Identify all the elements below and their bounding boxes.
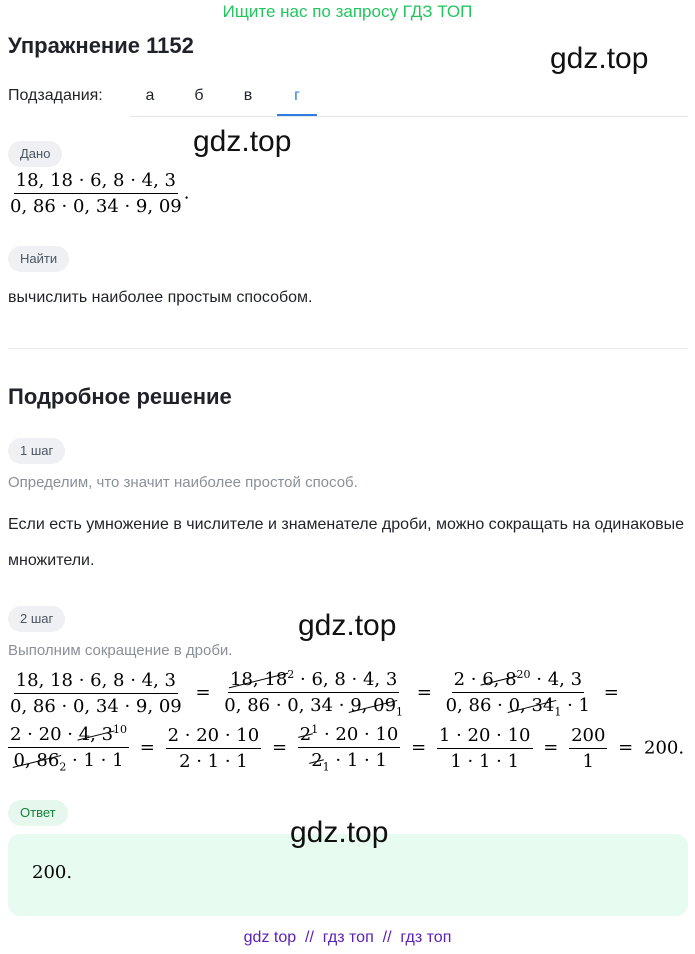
numerator-rest: · 20 · 10: [318, 724, 399, 745]
denominator: 1 · 1 · 1: [450, 750, 520, 772]
reduced-value: 1: [396, 705, 404, 719]
step2-hint: Выполним сокращение в дроби.: [8, 642, 233, 659]
cancelled-factor: 2: [299, 724, 312, 745]
footer-links[interactable]: gdz top // гдз топ // гдз топ: [243, 929, 452, 946]
fraction-5: [166, 725, 262, 772]
watermark: gdz.top: [550, 42, 649, 75]
subtask-tabs: [130, 78, 688, 117]
denominator: 2 · 1 · 1: [179, 750, 248, 772]
search-banner: Ищите нас по запросу ГДЗ ТОП: [222, 2, 473, 21]
denominator-rest: · 1 · 1: [66, 750, 124, 771]
equals: =: [195, 682, 211, 704]
cancelled-factor: 6, 8: [482, 669, 517, 690]
step1-badge: 1 шаг: [8, 438, 65, 464]
numerator: 1 · 20 · 10: [437, 725, 533, 749]
denominator: 0, 86 · 0, 34 · 9, 09: [10, 695, 182, 717]
fraction-1: [8, 670, 184, 717]
cancelled-factor: 4, 3: [78, 724, 114, 745]
denominator-rest: · 1 · 1: [329, 750, 387, 771]
reduced-value: 1: [554, 705, 562, 719]
cancelled-factor: 0, 34: [508, 695, 555, 716]
equals: =: [618, 737, 634, 759]
cancelled-factor: 18, 18: [230, 669, 288, 690]
find-text: вычислить наиболее простым способом.: [8, 289, 313, 306]
step2-badge: 2 шаг: [8, 606, 65, 632]
cancelled-factor: 0, 86: [13, 750, 60, 771]
given-badge: Дано: [8, 141, 62, 167]
numerator-part: 2 ·: [453, 669, 483, 690]
given-expression: [8, 170, 189, 217]
numerator: 18, 18 · 6, 8 · 4, 3: [14, 670, 178, 694]
step1-hint: Определим, что значит наиболее простой способ.: [8, 474, 358, 491]
watermark: gdz.top: [290, 816, 389, 849]
numerator: [228, 668, 399, 693]
reduced-value: 2: [59, 760, 67, 774]
tab-v[interactable]: в: [243, 87, 253, 104]
fraction-4: [8, 723, 129, 774]
denominator-part: 0, 86 · 0, 34 ·: [224, 695, 351, 716]
denominator: 1: [582, 750, 594, 772]
numerator: 2 · 20 · 10: [166, 725, 262, 749]
numerator-rest: · 4, 3: [530, 669, 583, 690]
numerator-part: 2 · 20 ·: [10, 724, 79, 745]
equals: =: [139, 737, 155, 759]
reduced-value: 10: [113, 723, 128, 736]
fraction-7: [437, 725, 533, 772]
watermark: gdz.top: [298, 609, 397, 642]
reduced-value: 20: [516, 668, 531, 681]
denominator: [309, 748, 389, 774]
step1-text: Если есть умножение в числителе и знаменателе дроби, можно сокращать на одинаковые множители.: [8, 516, 685, 569]
reduced-value: 1: [311, 723, 319, 736]
solution-title: Подробное решение: [8, 384, 232, 409]
section-divider: [8, 348, 688, 349]
fraction-3: [444, 668, 592, 719]
equals: =: [271, 737, 288, 759]
given-fraction: [8, 170, 184, 217]
given-numerator: 18, 18 · 6, 8 · 4, 3: [14, 170, 178, 194]
page-title: Упражнение 1152: [8, 33, 194, 58]
denominator: [444, 693, 592, 719]
denominator-rest: · 1: [561, 695, 591, 716]
fraction-6: [298, 723, 401, 774]
numerator: [298, 723, 401, 748]
numerator-rest: · 6, 8 · 4, 3: [294, 669, 398, 690]
watermark: gdz.top: [193, 125, 292, 158]
subtasks-label: Подзадания:: [8, 87, 103, 104]
cancelled-factor: 2: [311, 750, 323, 771]
equals: =: [543, 737, 559, 759]
numerator: [8, 723, 129, 748]
given-denominator: 0, 86 · 0, 34 · 9, 09: [10, 196, 182, 217]
reduced-value: 2: [287, 668, 295, 681]
denominator: [12, 748, 126, 774]
tab-b[interactable]: б: [194, 87, 204, 104]
fraction-2: [222, 668, 405, 719]
equals: =: [603, 682, 619, 704]
final-result: 200.: [644, 737, 685, 759]
tab-a[interactable]: а: [145, 87, 155, 104]
calc-line-1: [8, 668, 625, 719]
fraction-8: [569, 725, 607, 772]
given-period: .: [183, 182, 190, 204]
equals: =: [411, 737, 427, 759]
equals: =: [416, 682, 432, 704]
tab-g[interactable]: г: [277, 78, 317, 116]
find-badge: Найти: [8, 246, 69, 272]
answer-badge: Ответ: [8, 800, 68, 826]
denominator-part: 0, 86 ·: [445, 695, 509, 716]
numerator: [452, 668, 585, 693]
denominator: [222, 693, 405, 719]
answer-value: 200.: [32, 862, 73, 883]
numerator: 200: [569, 725, 607, 749]
cancelled-factor: 9, 09: [350, 695, 397, 716]
reduced-value: 1: [322, 760, 330, 774]
calc-line-2: [8, 723, 684, 774]
